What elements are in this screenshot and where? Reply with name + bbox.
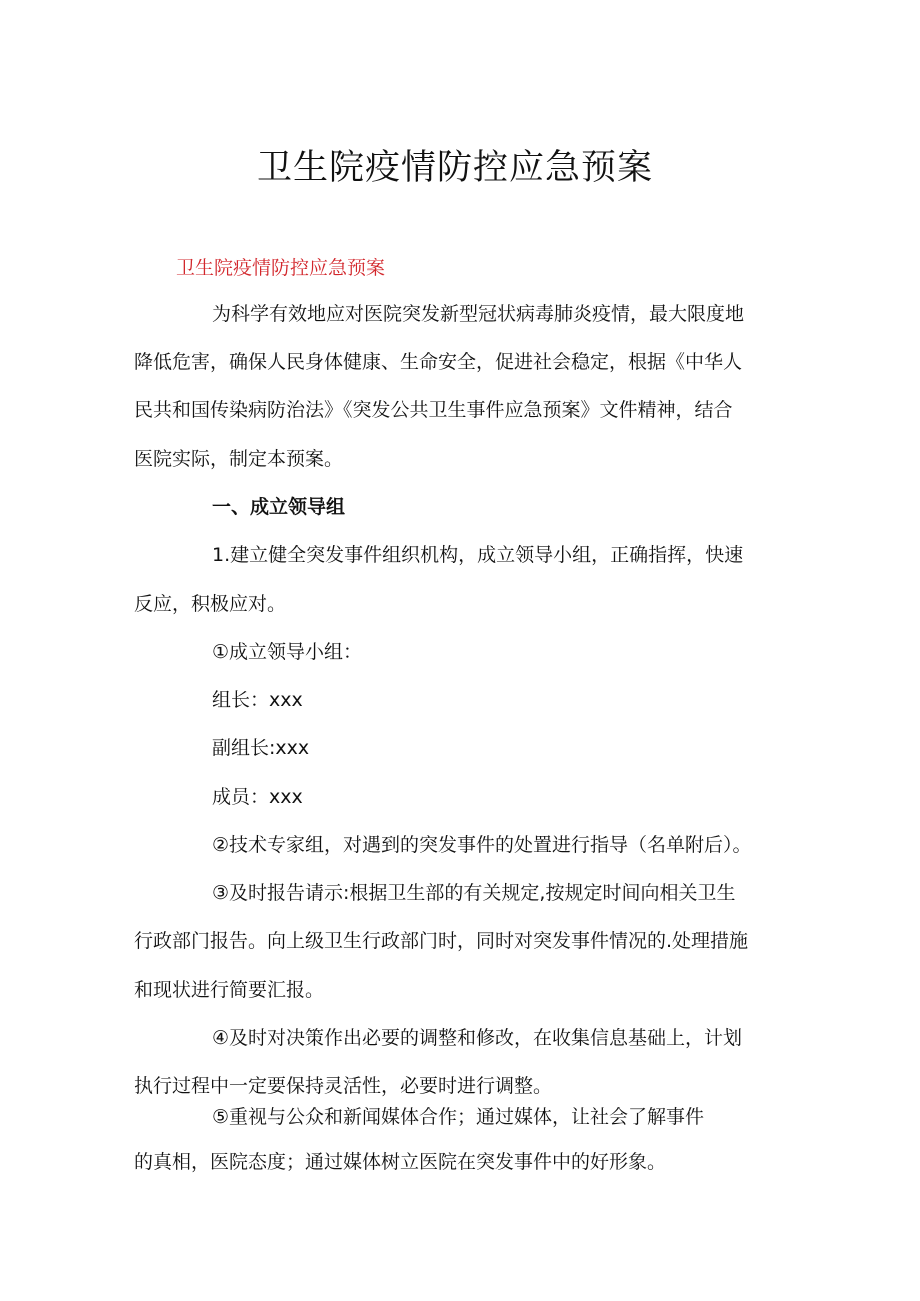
section-heading-1: 一、成立领导组 [212, 496, 346, 518]
sub1-label: ①成立领导小组： [212, 641, 363, 663]
sub2-line: ②技术专家组，对遇到的突发事件的处置进行指导（名单附后）。 [212, 834, 752, 856]
item1-line-2: 反应，积极应对。 [134, 593, 287, 615]
members-line: 成员：xxx [212, 786, 303, 808]
intro-line-4: 医院实际，制定本预案。 [134, 448, 344, 470]
item1-line-1: 1.建立健全突发事件组织机构，成立领导小组，正确指挥，快速 [212, 544, 744, 566]
document-subtitle: 卫生院疫情防控应急预案 [176, 257, 386, 279]
sub3-line-1: ③及时报告请示:根据卫生部的有关规定,按规定时间向相关卫生 [212, 882, 736, 904]
intro-line-3: 民共和国传染病防治法》《突发公共卫生事件应急预案》文件精神，结合 [134, 399, 733, 421]
sub3-line-2: 行政部门报告。向上级卫生行政部门时，同时对突发事件情况的.处理措施 [134, 930, 749, 952]
sub5-line-1: ⑤重视与公众和新闻媒体合作；通过媒体，让社会了解事件 [212, 1106, 705, 1128]
sub4-line-2: 执行过程中一定要保持灵活性，必要时进行调整。 [134, 1075, 553, 1097]
intro-line-2: 降低危害，确保人民身体健康、生命安全，促进社会稳定，根据《中华人 [134, 351, 743, 373]
vice-leader-line: 副组长:xxx [212, 737, 310, 759]
sub5-line-2: 的真相，医院态度；通过媒体树立医院在突发事件中的好形象。 [134, 1151, 667, 1173]
sub4-line-1: ④及时对决策作出必要的调整和修改，在收集信息基础上，计划 [212, 1027, 743, 1049]
sub3-line-3: 和现状进行简要汇报。 [134, 979, 325, 1001]
document-title: 卫生院疫情防控应急预案 [256, 148, 653, 188]
intro-line-1: 为科学有效地应对医院突发新型冠状病毒肺炎疫情，最大限度地 [212, 303, 745, 325]
leader-line: 组长：xxx [212, 689, 303, 711]
